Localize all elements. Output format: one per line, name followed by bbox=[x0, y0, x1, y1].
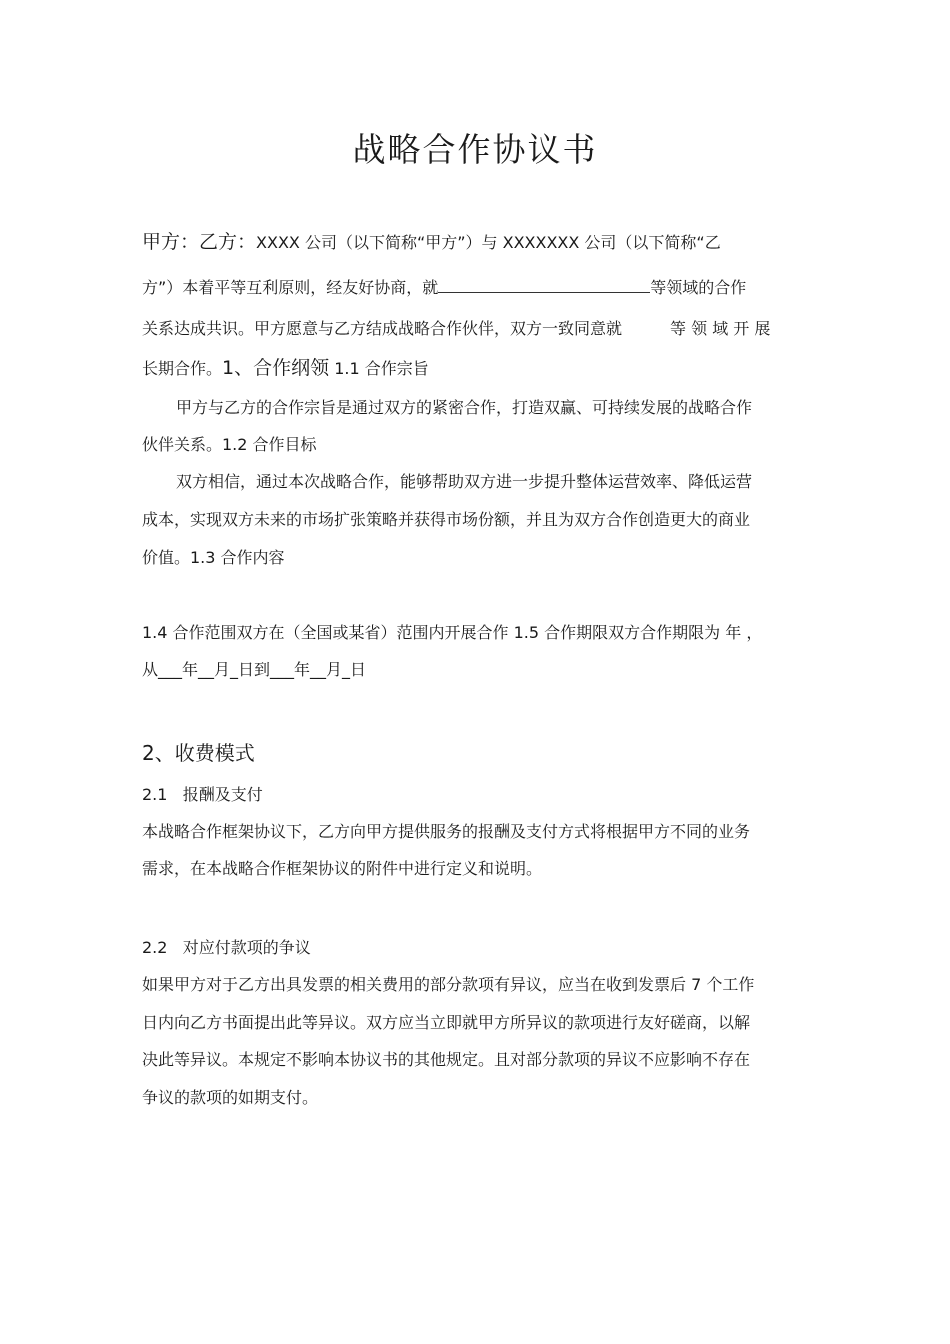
s11-line-2: 伙伴关系。1.2 合作目标 bbox=[142, 435, 317, 454]
intro-line-2-text-a: 方”）本着平等互利原则，经友好协商，就 bbox=[142, 278, 439, 297]
intro-line-2 bbox=[142, 274, 746, 301]
s21-line-2: 需求，在本战略合作框架协议的附件中进行定义和说明。 bbox=[142, 859, 543, 878]
intro-line-4 bbox=[142, 355, 429, 382]
s22-line-2: 日内向乙方书面提出此等异议。双方应当立即就甲方所异议的款项进行友好磋商，以解 bbox=[142, 1013, 751, 1032]
document-title: 战略合作协议书 bbox=[352, 130, 598, 169]
s22-line-3: 决此等异议。本规定不影响本协议书的其他规定。且对部分款项的异议不应影响不存在 bbox=[142, 1050, 751, 1069]
parties-label: 甲方：乙方： bbox=[142, 231, 257, 253]
fill-in-blank bbox=[438, 274, 650, 293]
s14-line-2: 从___年__月_日到___年__月_日 bbox=[142, 660, 367, 679]
intro-line-1 bbox=[142, 229, 721, 256]
section-2-1-title: 2.1 报酬及支付 bbox=[142, 785, 263, 804]
s21-line-1: 本战略合作框架协议下，乙方向甲方提供服务的报酬及支付方式将根据甲方不同的业务 bbox=[142, 822, 751, 841]
s14-line-1: 1.4 合作范围双方在（全国或某省）范围内开展合作 1.5 合作期限双方合作期限为 年 ， bbox=[142, 623, 763, 642]
section-2-heading: 2、收费模式 bbox=[142, 741, 255, 765]
intro-line-3-text-a: 关系达成共识。甲方愿意与乙方结成战略合作伙伴，双方一致同意就 bbox=[142, 319, 623, 338]
s12-line-2: 成本，实现双方未来的市场扩张策略并获得市场份额，并且为双方合作创造更大的商业 bbox=[142, 510, 751, 529]
intro-line-3-text-b: 等 领 域 开 展 bbox=[670, 319, 771, 338]
s12-line-1: 双方相信，通过本次战略合作，能够帮助双方进一步提升整体运营效率、降低运营 bbox=[176, 472, 753, 491]
s12-line-3: 价值。1.3 合作内容 bbox=[142, 548, 285, 567]
intro-line-4-text-a: 长期合作。 bbox=[142, 359, 223, 378]
intro-line-2-text-b: 等领域的合作 bbox=[650, 278, 747, 297]
intro-line-3 bbox=[142, 316, 770, 342]
s11-line-1: 甲方与乙方的合作宗旨是通过双方的紧密合作，打造双赢、可持续发展的战略合作 bbox=[176, 398, 753, 417]
intro-line-1-text: XXXX 公司（以下简称“甲方”）与 XXXXXXX 公司（以下简称“乙 bbox=[256, 233, 721, 252]
s22-line-4: 争议的款项的如期支付。 bbox=[142, 1088, 319, 1107]
section-1-heading: 1、合作纲领 bbox=[222, 357, 330, 379]
section-1-1-title: 1.1 合作宗旨 bbox=[334, 359, 429, 378]
s22-line-1: 如果甲方对于乙方出具发票的相关费用的部分款项有异议，应当在收到发票后 7 个工作 bbox=[142, 975, 755, 994]
section-2-2-title: 2.2 对应付款项的争议 bbox=[142, 938, 311, 957]
